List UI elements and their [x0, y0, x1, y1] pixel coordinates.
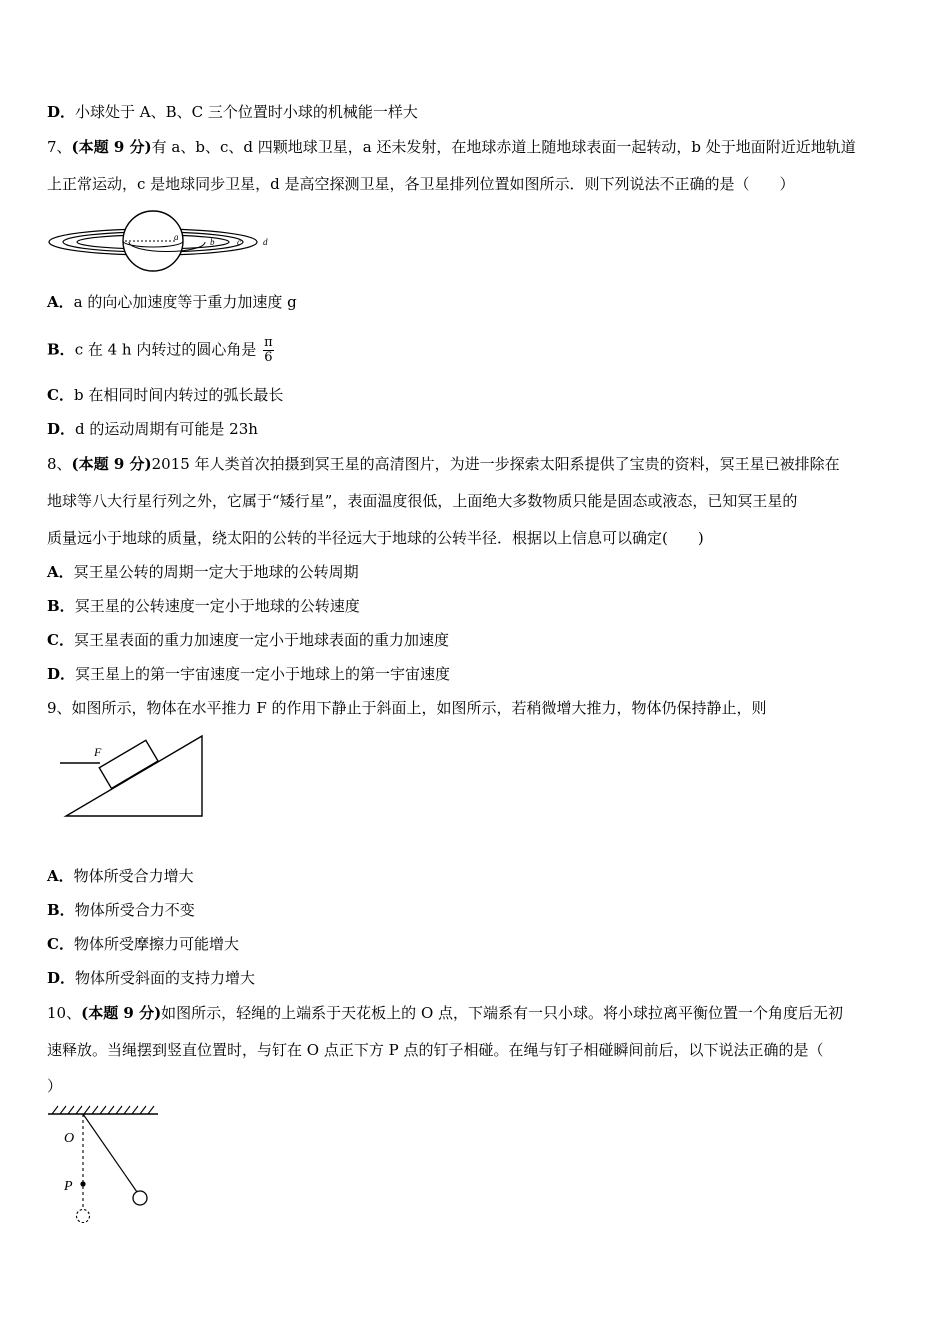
question-number: 8、 [47, 455, 72, 473]
option-letter: C． [47, 386, 74, 404]
option-text: a 的向心加速度等于重力加速度 g [73, 293, 297, 311]
incline-figure [58, 734, 208, 820]
option-text: 冥王星上的第一宇宙速度一定小于地球上的第一宇宙速度 [75, 665, 451, 683]
q10-stem-line-3 [47, 1076, 62, 1096]
option-letter: D． [47, 665, 76, 683]
satellite-orbit-figure [45, 208, 285, 274]
option-letter: A． [47, 293, 74, 311]
option-text: 小球处于 A、B、C 三个位置时小球的机械能一样大 [75, 103, 418, 121]
q7-option-c [47, 385, 283, 405]
q8-option-d [47, 664, 450, 684]
option-text: 物体所受斜面的支持力增大 [75, 969, 256, 987]
option-text: 冥王星的公转速度一定小于地球的公转速度 [74, 597, 360, 615]
option-letter: C． [47, 631, 74, 649]
q9-option-c [47, 934, 239, 954]
pendulum-figure [44, 1102, 164, 1228]
q7-option-b [47, 336, 274, 365]
label-c: c [237, 237, 241, 247]
q10-stem-line-1 [47, 1003, 843, 1023]
label-d: d [263, 237, 268, 247]
label-a: a [174, 232, 179, 242]
fraction-numerator: π [264, 335, 273, 350]
option-text: 冥王星表面的重力加速度一定小于地球表面的重力加速度 [73, 631, 449, 649]
q10-stem-line-2 [47, 1040, 823, 1060]
fraction-denominator: 6 [264, 350, 273, 365]
question-text: 质量远小于地球的质量，绕太阳的公转的半径远大于地球的公转半径．根据以上信息可以确定( ) [47, 529, 704, 547]
q7-option-a [47, 292, 297, 312]
question-points: (本题 9 分) [71, 455, 152, 473]
q7-stem-line-1 [47, 137, 856, 157]
option-text: d 的运动周期有可能是 23h [75, 420, 258, 438]
question-number: 9、 [47, 699, 72, 717]
question-number: 7、 [47, 138, 72, 156]
label-O: O [64, 1131, 75, 1146]
label-F: F [94, 745, 102, 759]
option-text: b 在相同时间内转过的弧长最长 [73, 386, 284, 404]
q8-option-c [47, 630, 449, 650]
question-text: 地球等八大行星行列之外，它属于“矮行星”，表面温度很低，上面绝大多数物质只能是固态或液态，已知冥王星的 [47, 492, 798, 510]
question-text: 速释放。当绳摆到竖直位置时，与钉在 O 点正下方 P 点的钉子相碰。在绳与钉子相碰瞬间前后，以下说法正确的是（ [47, 1041, 824, 1059]
label-P: P [64, 1179, 73, 1194]
question-text: 如图所示，轻绳的上端系于天花板上的 O 点，下端系有一只小球。将小球拉离平衡位置一个角度后无初 [161, 1004, 844, 1022]
option-letter: A． [47, 867, 74, 885]
question-text: ） [47, 1077, 63, 1095]
option-letter: B． [47, 340, 75, 359]
q8-stem-line-1 [47, 454, 840, 474]
option-letter: D． [47, 103, 76, 121]
question-text: 有 a、b、c、d 四颗地球卫星，a 还未发射，在地球赤道上随地球表面一起转动，b 处于地面附近近地轨道 [151, 138, 856, 156]
q8-stem-line-3 [47, 528, 704, 548]
question-points: (本题 9 分) [71, 138, 152, 156]
question-points: (本题 9 分) [81, 1004, 162, 1022]
option-letter: B． [47, 901, 75, 919]
q9-stem-line-1 [47, 698, 767, 718]
q7-option-d [47, 419, 258, 439]
q8-option-a [47, 562, 359, 582]
question-text: 2015 年人类首次拍摄到冥王星的高清图片，为进一步探索太阳系提供了宝贵的资料，冥王星已被排除在 [151, 455, 840, 473]
q7-stem-line-2 [47, 174, 795, 194]
option-text: 物体所受摩擦力可能增大 [73, 935, 239, 953]
option-letter: C． [47, 935, 74, 953]
question-number: 10、 [47, 1004, 82, 1022]
q8-option-b [47, 596, 360, 616]
option-letter: A． [47, 563, 74, 581]
option-letter: D． [47, 969, 76, 987]
option-text: c 在 4 h 内转过的圆心角是 [74, 340, 257, 359]
question-text: 如图所示，物体在水平推力 F 的作用下静止于斜面上，如图所示，若稍微增大推力，物体仍保持静止，则 [71, 699, 767, 717]
fraction-pi-over-6 [263, 336, 274, 365]
label-b: b [210, 237, 215, 247]
q6-option-d [47, 102, 418, 122]
option-text: 物体所受合力不变 [74, 901, 195, 919]
q8-stem-line-2 [47, 491, 797, 511]
option-letter: B． [47, 597, 75, 615]
question-text: 上正常运动，c 是地球同步卫星，d 是高空探测卫星，各卫星排列位置如图所示．则下列说法不正确的是（ ） [47, 175, 795, 193]
option-letter: D． [47, 420, 76, 438]
q9-option-d [47, 968, 255, 988]
q9-option-a [47, 866, 194, 886]
option-text: 冥王星公转的周期一定大于地球的公转周期 [73, 563, 359, 581]
q9-option-b [47, 900, 195, 920]
option-text: 物体所受合力增大 [73, 867, 194, 885]
